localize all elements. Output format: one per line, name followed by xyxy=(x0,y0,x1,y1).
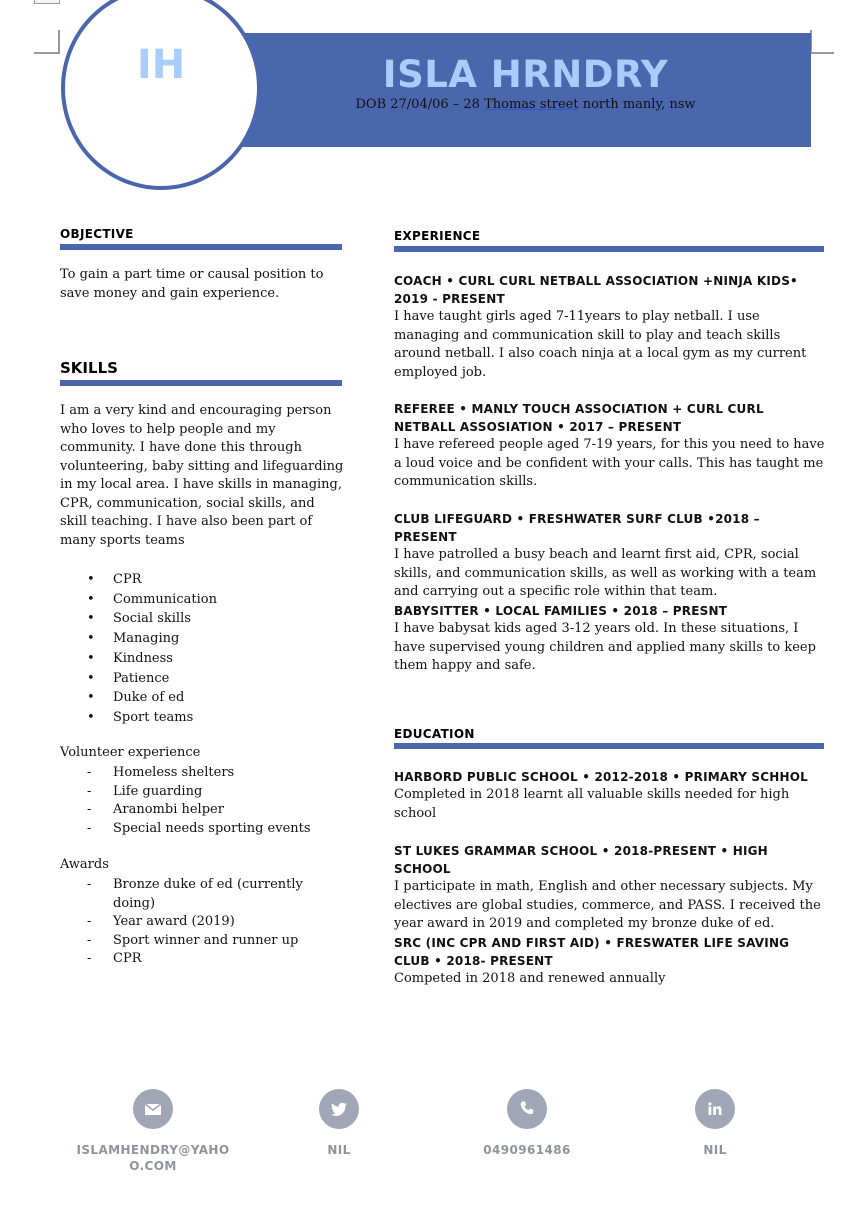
dob-text: DOB 27/04/06 – 28 xyxy=(355,97,485,112)
page-corner-mark xyxy=(810,30,834,54)
objective-heading: OBJECTIVE xyxy=(60,227,134,241)
objective-rule xyxy=(60,244,342,250)
entry-description: Competed in 2018 and renewed annually xyxy=(394,971,666,986)
email-icon xyxy=(133,1089,173,1129)
volunteer-list xyxy=(113,764,343,838)
skill-item: • Patience xyxy=(113,669,343,689)
twitter-icon xyxy=(319,1089,359,1129)
volunteer-item: - Aranombi helper xyxy=(113,801,343,820)
awards-heading: Awards xyxy=(60,857,109,872)
email-label: ISLAMHENDRY@YAHOO.COM xyxy=(76,1143,230,1173)
skill-item: • Social skills xyxy=(113,609,343,629)
award-item: - Year award (2019) xyxy=(113,913,323,932)
skill-item: • Duke of ed xyxy=(113,688,343,708)
page-corner-mark xyxy=(34,30,60,54)
entry-description: I participate in math, English and other necessary subjects. My electives are global studies, commerce, and PASS. I received the year award in 2019 and completed my bronze duke of ed. xyxy=(394,879,821,931)
award-item: - Bronze duke of ed (currently doing) xyxy=(113,876,323,913)
entry-description: I have taught girls aged 7-11years to play netball. I use managing and communication skill to play and teach skills around netball. I also coach ninja at a local gym as my current employed job. xyxy=(394,309,807,380)
contact-twitter xyxy=(249,1089,429,1158)
award-item: - Sport winner and runner up xyxy=(113,932,323,951)
education-rule xyxy=(394,743,824,749)
experience-heading: EXPERIENCE xyxy=(394,229,481,243)
experience-entry xyxy=(394,272,826,382)
header-banner xyxy=(240,33,811,147)
entry-description: I have babysat kids aged 3-12 years old. In these situations, I have supervised young children and applied many skills to keep them happy and safe. xyxy=(394,621,816,673)
entry-title: BABYSITTER • LOCAL FAMILIES • 2018 – PRESNT xyxy=(394,604,728,618)
initials-circle xyxy=(61,0,261,190)
toolbar-artifact xyxy=(34,0,60,4)
entry-title: REFEREE • MANLY TOUCH ASSOCIATION + CURL CURL NETBALL ASSOSIATION • 2017 – PRESENT xyxy=(394,402,764,434)
experience-entry xyxy=(394,602,826,676)
contact-linkedin xyxy=(625,1089,805,1158)
experience-rule xyxy=(394,246,824,252)
entry-title: HARBORD PUBLIC SCHOOL • 2012-2018 • PRIMARY SCHHOL xyxy=(394,770,809,784)
volunteer-heading: Volunteer experience xyxy=(60,745,201,760)
volunteer-item: - Homeless shelters xyxy=(113,764,343,783)
entry-description: I have patrolled a busy beach and learnt first aid, CPR, social skills, and communication skills, as well as working with a team and carrying out a specific role within that team. xyxy=(394,547,817,599)
skills-rule xyxy=(60,380,342,386)
skill-item: • Communication xyxy=(113,590,343,610)
entry-description: Completed in 2018 learnt all valuable skills needed for high school xyxy=(394,787,790,821)
skills-text: I am a very kind and encouraging person who loves to help people and my community. I have done this through volunteering, baby sitting and lifeguarding in my local area. I have skills in managing, CPR, communication, social skills, and skill teaching. I have also been part of many sports teams xyxy=(60,403,344,548)
education-entry xyxy=(394,934,826,989)
volunteer-item: - Special needs sporting events xyxy=(113,820,343,839)
skill-item: • Kindness xyxy=(113,649,343,669)
skill-item: • Managing xyxy=(113,629,343,649)
initials: IH xyxy=(136,42,186,88)
candidate-name: ISLA HRNDRY xyxy=(382,53,669,96)
award-item: - CPR xyxy=(113,950,323,969)
education-entry xyxy=(394,842,826,934)
twitter-label: NIL xyxy=(327,1143,351,1157)
awards-list xyxy=(113,876,323,969)
contact-line xyxy=(240,97,811,112)
linkedin-label: NIL xyxy=(703,1143,727,1157)
contact-phone xyxy=(437,1089,617,1158)
skill-item: • CPR xyxy=(113,570,343,590)
experience-entry xyxy=(394,400,826,492)
phone-label: 0490961486 xyxy=(483,1143,571,1157)
entry-title: CLUB LIFEGUARD • FRESHWATER SURF CLUB •2018 – PRESENT xyxy=(394,512,760,544)
linkedin-icon xyxy=(695,1089,735,1129)
phone-icon xyxy=(507,1089,547,1129)
street-text: Thomas street xyxy=(484,97,579,112)
contact-email xyxy=(63,1089,243,1174)
skills-heading: SKILLS xyxy=(60,359,118,377)
skills-list xyxy=(113,570,343,728)
entry-title: COACH • CURL CURL NETBALL ASSOCIATION +NINJA KIDS• 2019 - PRESENT xyxy=(394,274,798,306)
entry-title: ST LUKES GRAMMAR SCHOOL • 2018-PRESENT • HIGH SCHOOL xyxy=(394,844,768,876)
education-heading: EDUCATION xyxy=(394,727,475,741)
volunteer-item: - Life guarding xyxy=(113,783,343,802)
objective-text: To gain a part time or causal position to save money and gain experience. xyxy=(60,267,324,301)
education-entry xyxy=(394,768,826,823)
entry-title: SRC (INC CPR AND FIRST AID) • FRESWATER LIFE SAVING CLUB • 2018- PRESENT xyxy=(394,936,790,968)
experience-entry xyxy=(394,510,826,602)
entry-description: I have refereed people aged 7-19 years, for this you need to have a loud voice and be confident with your calls. This has taught me communication skills. xyxy=(394,437,825,489)
skill-item: • Sport teams xyxy=(113,708,343,728)
address-text: north manly, nsw xyxy=(578,97,696,112)
